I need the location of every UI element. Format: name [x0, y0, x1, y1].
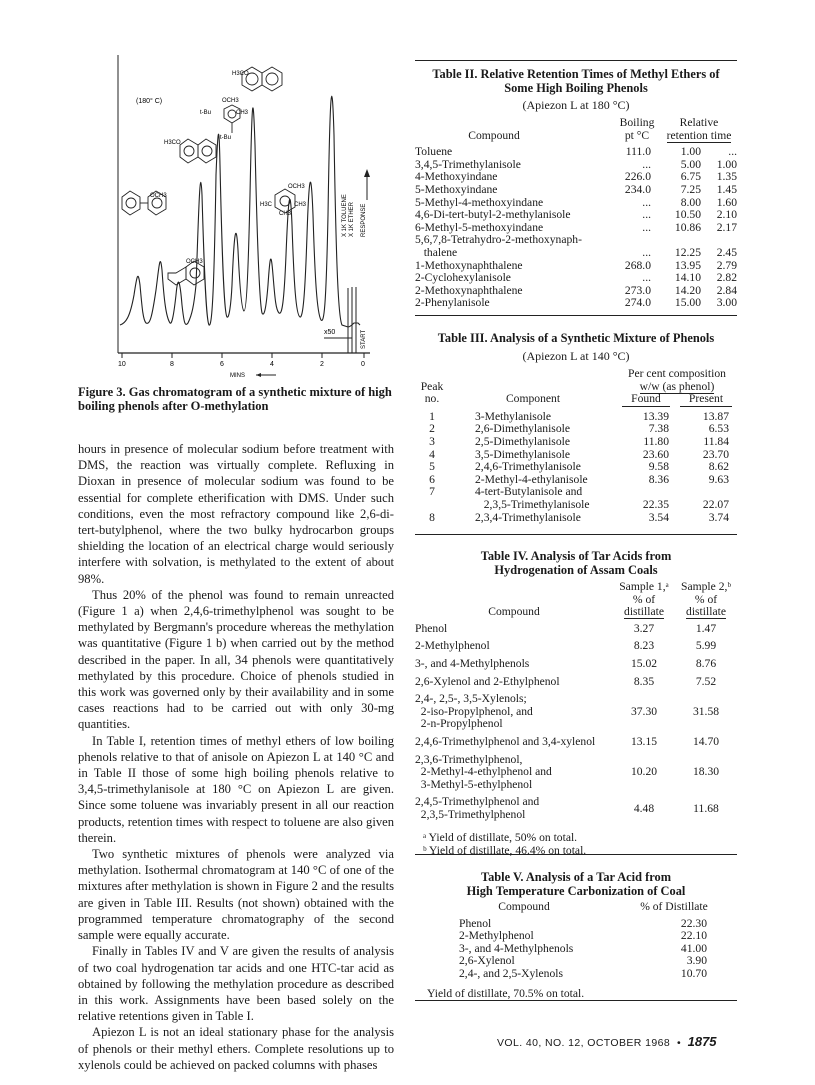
- table-cell: 2.17: [716, 220, 737, 234]
- table-cell: 14.20: [674, 283, 701, 297]
- table-cell: 5.00: [680, 157, 701, 171]
- toluene-annotation: X 1K TOLUENE: [342, 194, 348, 237]
- table-row: [415, 676, 737, 694]
- column-header: distillate: [686, 605, 726, 619]
- table-subtitle: (Apiezon L at 180 °C): [522, 98, 630, 112]
- table-cell: 2,6-Xylenol: [459, 954, 515, 968]
- table-cell: 1: [429, 409, 435, 423]
- table-cell: 4,6-Di-tert-butyl-2-methylanisole: [415, 208, 571, 222]
- table-cell: 2.10: [716, 208, 737, 222]
- table-2: [415, 67, 737, 310]
- table-cell: 11.68: [693, 801, 719, 815]
- paragraph: Thus 20% of the phenol was found to remain unreacted (Figure 1 a) when 2,4,6-trimethylphenol was sought to be methylated by Bergmann's procedure whereas the methylation was quantitative (Figure 1 b) when carried out by the method described in the paper. In all, 34 phenols were quantitatively methylated by this procedure. Choice of phenols studied in this work was governed only by their availability and in some cases reactions had to be carried out with only 30-mg quantities.: [78, 587, 394, 732]
- column-header: Relative: [679, 116, 719, 129]
- table-cell: 268.0: [624, 258, 651, 272]
- figure-3: [112, 55, 392, 380]
- structure-label: H3CO: [232, 71, 249, 77]
- compound-line: 2,4-, 2,5-, 3,5-Xylenols;: [415, 692, 527, 706]
- table-cell: 1.47: [695, 621, 717, 635]
- table-footnote: ᵇ Yield of distillate, 46.4% on total.: [423, 843, 587, 857]
- compound-cell: [415, 796, 613, 826]
- table-row: [415, 436, 737, 449]
- column-header: % of: [632, 592, 656, 606]
- table-cell: 41.00: [680, 941, 707, 955]
- table-cell: 14.10: [674, 271, 701, 285]
- table-cell: 4-Methoxyindane: [415, 170, 498, 184]
- table-cell: 1.60: [716, 195, 737, 209]
- table-cell: 11.84: [703, 434, 729, 448]
- chromatogram: [112, 55, 392, 380]
- table-cell: ...: [642, 245, 651, 259]
- compound-cell: [415, 658, 613, 676]
- structure-label: H3C: [260, 202, 273, 208]
- table-row: [415, 754, 737, 797]
- paragraph: In Table I, retention times of methyl ethers of low boiling phenols relative to that of anisole on Apiezon L at 140 °C and in Table II those of some high boiling phenols relative to 3,4,5-trimethylanisole at 180 °C on Apiezon L are given. Since some toluene was invariably present in all our reaction products, retention times with respect to toluene are also given therein.: [78, 733, 394, 845]
- body-text: [78, 441, 394, 1073]
- table-cell: 5,6,7,8-Tetrahydro-2-methoxynaph-: [415, 233, 582, 247]
- column-header: Component: [505, 392, 561, 406]
- compound-line: Phenol: [415, 621, 448, 635]
- column-header: Compound: [488, 605, 540, 619]
- x-tick: 2: [320, 361, 324, 368]
- compound-line: 2,3,5-Trimethylphenol: [415, 807, 526, 821]
- x-tick: 6: [220, 361, 224, 368]
- table-cell: ...: [642, 208, 651, 222]
- table-row: [415, 736, 737, 754]
- table-cell: 2,4-, and 2,5-Xylenols: [459, 966, 564, 980]
- x-tick: 4: [270, 361, 274, 368]
- compound-line: 2,6-Xylenol and 2-Ethylphenol: [415, 674, 560, 688]
- table-cell: 6-Methyl-5-methoxyindane: [415, 220, 544, 234]
- table-cell: 11.80: [643, 434, 669, 448]
- table-cell: 2,3,4-Trimethylanisole: [475, 510, 581, 524]
- table-cell: 3: [429, 434, 435, 448]
- column-header: % of Distillate: [640, 900, 708, 913]
- compound-cell: [415, 676, 613, 694]
- column-header: distillate: [624, 605, 664, 619]
- compound-cell: [415, 736, 613, 754]
- table-cell: Toluene: [415, 145, 453, 159]
- table-4: [415, 549, 737, 857]
- table-rule: [415, 1000, 737, 1001]
- table-cell: 2-Cyclohexylanisole: [415, 271, 511, 285]
- response-annotation: RESPONSE: [361, 203, 367, 237]
- table-cell: 8.23: [633, 639, 655, 653]
- x-tick: 0: [361, 361, 365, 368]
- table-cell: 1.35: [716, 170, 737, 184]
- table-cell: 4.48: [633, 801, 655, 815]
- table-row: [415, 247, 737, 260]
- table-cell: 9.58: [648, 460, 669, 474]
- table-cell: ...: [728, 145, 737, 159]
- table-cell: 37.30: [630, 704, 658, 718]
- column-header: Sample 1,ᵃ: [619, 580, 669, 593]
- structure-label: CH3: [236, 110, 249, 116]
- table-cell: thalene: [415, 245, 458, 259]
- paragraph: hours in presence of molecular sodium before treatment with DMS, the reaction was virtually complete. Refluxing in Dioxan in presence of molecular sodium was found to be essential for complete etherification with DMS. Under such conditions, even the most refractory compound like 2,6-di-tert-butylphenol, where the two bulky hydrocarbon groups shielding the location of an electrical charge would seriously interfere with solvation, is methylated to the extent of about 98%.: [78, 442, 394, 586]
- table-cell: 15.00: [674, 296, 701, 310]
- table-row: [415, 423, 737, 436]
- table-cell: 4-tert-Butylanisole and: [475, 485, 583, 499]
- table-title: Hydrogenation of Assam Coals: [494, 563, 658, 577]
- table-cell: 10.70: [680, 966, 707, 980]
- table-cell: 274.0: [624, 296, 651, 310]
- table-cell: 2-Methyl-4-ethylanisole: [475, 472, 588, 486]
- table-5: [415, 870, 737, 1000]
- table-cell: 8.76: [695, 656, 717, 670]
- compound-cell: [415, 754, 613, 797]
- page-footer: [497, 1034, 742, 1049]
- footer-bullet: •: [677, 1037, 681, 1049]
- table-row: [415, 796, 737, 826]
- table-row: [415, 640, 737, 658]
- table-cell: ...: [642, 195, 651, 209]
- table-row: [415, 461, 737, 474]
- table-row: [415, 209, 737, 222]
- structure-label: CH3: [279, 211, 292, 217]
- table-cell: 1-Methoxynaphthalene: [415, 258, 523, 272]
- table-cell: 3.90: [686, 954, 707, 968]
- table-cell: 111.0: [625, 145, 651, 159]
- figure-caption: Figure 3. Gas chromatogram of a synthetic mixture of high boiling phenols after O-methylation: [78, 385, 392, 413]
- table-cell: 2-Phenylanisole: [415, 296, 490, 310]
- table-cell: 2,4,6-Trimethylanisole: [475, 460, 581, 474]
- compound-cell: [415, 623, 613, 641]
- table-cell: 6.53: [708, 422, 729, 436]
- table-title: Table III. Analysis of a Synthetic Mixture of Phenols: [437, 331, 715, 345]
- table-row: [415, 297, 737, 310]
- table-rule: [415, 60, 737, 61]
- table-cell: 22.10: [680, 929, 707, 943]
- table-title: Table IV. Analysis of Tar Acids from: [480, 549, 672, 563]
- paragraph: Apiezon L is not an ideal stationary phase for the analysis of phenols or their methyl ethers. Complete resolutions up to xylenols could be achieved on packed columns with phases: [78, 1025, 394, 1072]
- table-row: [415, 499, 737, 512]
- compound-line: 2-iso-Propylphenol, and: [415, 704, 533, 718]
- x50-annotation: x50: [324, 329, 336, 336]
- table-cell: 23.60: [642, 447, 669, 461]
- table-row: [415, 146, 737, 159]
- table-cell: ...: [642, 220, 651, 234]
- table-cell: 8.62: [708, 460, 729, 474]
- table-cell: 10.20: [630, 765, 658, 779]
- structure-label: CH3: [294, 202, 307, 208]
- table-cell: 2,6-Dimethylanisole: [475, 422, 570, 436]
- table-row: [429, 968, 729, 981]
- table-cell: 9.63: [708, 472, 729, 486]
- table-cell: 5-Methyl-4-methoxyindane: [415, 195, 544, 209]
- table-row: [415, 658, 737, 676]
- table-row: [415, 184, 737, 197]
- table-cell: 10.86: [674, 220, 701, 234]
- structure-label: OCH3: [150, 193, 167, 199]
- column-header: pt °C: [624, 128, 650, 142]
- table-cell: 3.00: [716, 296, 737, 310]
- table-cell: 5.99: [695, 639, 717, 653]
- table-cell: ...: [642, 157, 651, 171]
- structure-label: OCH3: [222, 98, 239, 104]
- structure-label: OCH3: [186, 259, 203, 265]
- table-cell: 22.07: [702, 497, 729, 511]
- paragraph: Finally in Tables IV and V are given the results of analysis of two coal hydrogenation tar acids and one HTC-tar acid as obtained by following the methylation procedure as described in this work. Assignments have been based solely on the relative retentions given in Table I.: [78, 944, 394, 1024]
- page-number: 1875: [687, 1034, 717, 1049]
- ether-annotation: X 1K ETHER: [349, 201, 355, 237]
- table-row: [415, 512, 737, 525]
- column-header: Compound: [468, 128, 520, 142]
- x-tick: 10: [118, 361, 126, 368]
- table-cell: 22.35: [642, 497, 669, 511]
- table-cell: ...: [642, 271, 651, 285]
- table-cell: 7: [429, 485, 435, 499]
- structure-label: H3CO: [164, 140, 181, 146]
- table-rule: [415, 854, 737, 855]
- column-header: Present: [680, 393, 732, 407]
- table-cell: 2.84: [716, 283, 737, 297]
- compound-line: 2-Methylphenol: [415, 639, 490, 653]
- compound-line: 2,3,6-Trimethylphenol,: [415, 752, 523, 766]
- table-footnote: Yield of distillate, 70.5% on total.: [427, 986, 585, 1000]
- table-rule: [415, 315, 737, 316]
- table-cell: 10.50: [674, 208, 701, 222]
- table-title: Table II. Relative Retention Times of Methyl Ethers of Some High Boiling Phenols: [432, 67, 720, 95]
- table-cell: 15.02: [630, 656, 658, 670]
- table-cell: 13.95: [674, 258, 701, 272]
- table-row: [415, 411, 737, 424]
- structure-label: t-Bu: [220, 135, 232, 141]
- table-cell: 2,5-Dimethylanisole: [475, 434, 570, 448]
- compound-line: 3-Methyl-5-ethylphenol: [415, 777, 533, 791]
- table-cell: [415, 499, 449, 512]
- column-header: Peak: [420, 379, 444, 393]
- column-header: w/w (as phenol): [639, 379, 715, 393]
- column-header: Compound: [498, 900, 550, 913]
- compound-line: 2-Methyl-4-ethylphenol and: [415, 765, 552, 779]
- column-header: Per cent composition: [628, 367, 726, 380]
- paragraph: Two synthetic mixtures of phenols were analyzed via methylation. Isothermal chromatogram at 140 °C of one of the mixtures after methylation is shown in Figure 2 and the results are given in Table III. Results (not shown) obtained with the programmed temperature chromatography of the second sample were equally accurate.: [78, 847, 394, 943]
- column-header: Found: [622, 393, 670, 407]
- table-rule: [415, 534, 737, 535]
- compound-line: 2,4,6-Trimethylphenol and 3,4-xylenol: [415, 734, 596, 748]
- start-annotation: START: [361, 329, 367, 349]
- table-cell: 8.36: [648, 472, 669, 486]
- table-cell: 1.00: [716, 157, 737, 171]
- table-cell: 3.74: [708, 510, 729, 524]
- column-header: retention time: [666, 128, 732, 142]
- table-cell: 18.30: [692, 765, 720, 779]
- table-cell: 23.70: [702, 447, 729, 461]
- table-cell: 3.27: [633, 621, 655, 635]
- table-title: Table V. Analysis of a Tar Acid from: [480, 870, 672, 884]
- column-header: Sample 2,ᵇ: [681, 580, 731, 593]
- column-header: Boiling: [619, 116, 655, 129]
- table-cell: 4: [429, 447, 435, 461]
- compound-cell: [415, 640, 613, 658]
- table-cell: 2-Methoxynaphthalene: [415, 283, 523, 297]
- table-subtitle: (Apiezon L at 140 °C): [522, 349, 630, 363]
- table-cell: 2.79: [716, 258, 737, 272]
- table-footnote: ᵃ Yield of distillate, 50% on total.: [423, 830, 578, 844]
- table-cell: 12.25: [674, 245, 701, 259]
- table-cell: 14.70: [692, 734, 720, 748]
- table-row: [429, 930, 729, 943]
- table-cell: 2: [429, 422, 435, 436]
- column-header: % of: [694, 592, 718, 606]
- table-cell: 22.30: [680, 916, 707, 930]
- table-cell: 226.0: [624, 170, 651, 184]
- column-header: no.: [424, 392, 440, 406]
- table-cell: 1.00: [680, 145, 701, 159]
- table-cell: 2-Methylphenol: [459, 929, 534, 943]
- table-cell: 13.87: [702, 409, 729, 423]
- table-cell: 3,4,5-Trimethylanisole: [415, 157, 521, 171]
- x-tick: 8: [170, 361, 174, 368]
- table-row: [415, 693, 737, 736]
- compound-line: 2,4,5-Trimethylphenol and: [415, 795, 540, 809]
- structure-label: t-Bu: [200, 110, 212, 116]
- table-cell: 234.0: [624, 182, 651, 196]
- table-cell: 273.0: [624, 283, 651, 297]
- table-row: [415, 272, 737, 285]
- table-cell: 3-, and 4-Methylphenols: [459, 941, 574, 955]
- table-cell: [613, 234, 661, 247]
- table-cell: 1.45: [716, 182, 737, 196]
- table-cell: 6.75: [680, 170, 701, 184]
- compound-line: 2-n-Propylphenol: [415, 717, 503, 731]
- table-cell: 6: [429, 472, 435, 486]
- table-cell: 2.45: [716, 245, 737, 259]
- table-title: High Temperature Carbonization of Coal: [466, 884, 686, 898]
- table-cell: 31.58: [692, 704, 720, 718]
- table-cell: 3.54: [648, 510, 669, 524]
- table-cell: 2,3,5-Trimethylanisole: [475, 497, 590, 511]
- table-cell: 7.52: [695, 674, 717, 688]
- table-cell: 7.25: [680, 182, 701, 196]
- temperature-label: (180° C): [136, 98, 163, 105]
- journal-reference: VOL. 40, NO. 12, OCTOBER 1968: [497, 1037, 671, 1049]
- table-cell: 13.15: [630, 734, 658, 748]
- table-cell: 3-Methylanisole: [475, 409, 551, 423]
- table-cell: 3,5-Dimethylanisole: [475, 447, 570, 461]
- table-3: [415, 331, 737, 524]
- table-cell: 8.35: [633, 674, 655, 688]
- table-cell: 5-Methoxyindane: [415, 182, 498, 196]
- table-cell: 8.00: [680, 195, 701, 209]
- table-row: [415, 623, 737, 641]
- table-cell: 7.38: [648, 422, 669, 436]
- structure-label: OCH3: [288, 184, 305, 190]
- compound-line: 3-, and 4-Methylphenols: [415, 656, 530, 670]
- table-cell: 2.82: [716, 271, 737, 285]
- table-cell: 5: [429, 460, 435, 474]
- table-cell: 13.39: [642, 409, 669, 423]
- compound-cell: [415, 693, 613, 736]
- x-axis-label: MINS: [230, 373, 245, 379]
- chromatogram-trace: [120, 96, 360, 327]
- table-cell: Phenol: [459, 916, 492, 930]
- table-cell: 8: [429, 510, 435, 524]
